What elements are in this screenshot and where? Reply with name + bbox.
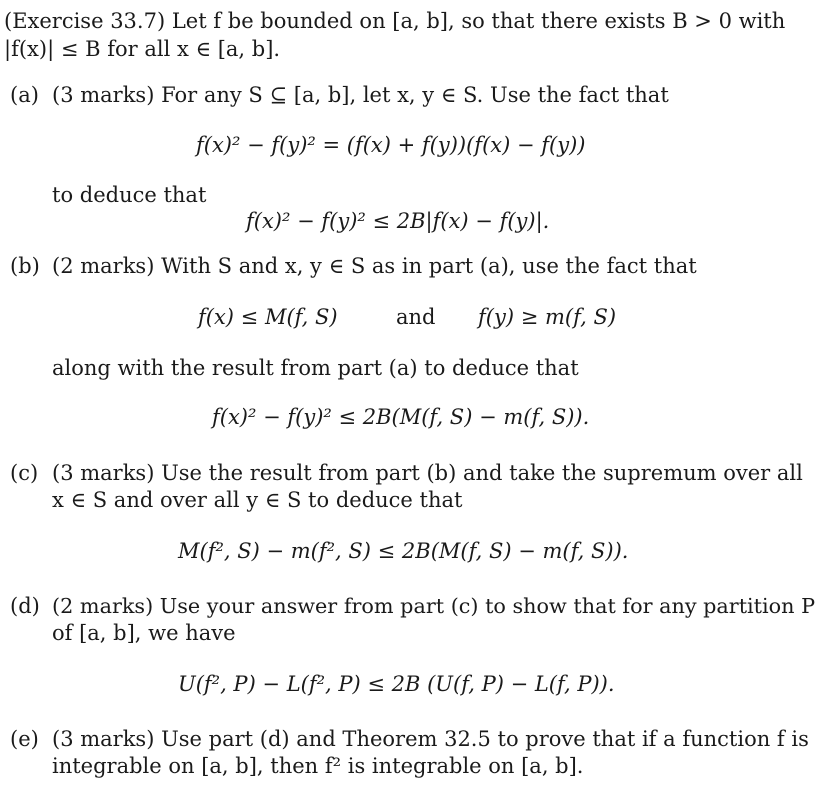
part-d-label: (d)	[10, 594, 40, 618]
part-a-equation-2: f(x)² − f(y)² ≤ 2B|f(x) − f(y)|.	[246, 209, 550, 233]
part-d-line-1: (2 marks) Use your answer from part (c) to show that for any partition P	[52, 594, 816, 618]
part-c-equation-1: M(f², S) − m(f², S) ≤ 2B(M(f, S) − m(f, S)).	[178, 539, 629, 563]
part-b-line-2: along with the result from part (a) to deduce that	[52, 356, 579, 380]
part-e-label: (e)	[10, 727, 39, 751]
part-b-equation-and: and	[396, 305, 436, 329]
part-b-equation-2: f(x)² − f(y)² ≤ 2B(M(f, S) − m(f, S)).	[212, 405, 590, 429]
part-c-line-1: (3 marks) Use the result from part (b) and take the supremum over all	[52, 461, 803, 485]
part-b-line-1: (2 marks) With S and x, y ∈ S as in part (a), use the fact that	[52, 254, 697, 278]
part-b-equation-left: f(x) ≤ M(f, S)	[198, 305, 338, 329]
part-b-label: (b)	[10, 254, 40, 278]
part-a-line-2: to deduce that	[52, 183, 207, 207]
intro-line-2: |f(x)| ≤ B for all x ∈ [a, b].	[4, 37, 281, 61]
part-c-line-2: x ∈ S and over all y ∈ S to deduce that	[52, 488, 463, 512]
part-a-equation-1: f(x)² − f(y)² = (f(x) + f(y))(f(x) − f(y))	[196, 133, 586, 157]
intro-line-1: (Exercise 33.7) Let f be bounded on [a, b], so that there exists B > 0 with	[4, 9, 786, 33]
part-b-equation-right: f(y) ≥ m(f, S)	[478, 305, 617, 329]
part-a-label: (a)	[10, 83, 39, 107]
part-d-equation-1: U(f², P) − L(f², P) ≤ 2B (U(f, P) − L(f, P)).	[178, 672, 615, 696]
part-e-line-2: integrable on [a, b], then f² is integrable on [a, b].	[52, 754, 584, 778]
part-a-line-1: (3 marks) For any S ⊆ [a, b], let x, y ∈ S. Use the fact that	[52, 83, 669, 107]
part-e-line-1: (3 marks) Use part (d) and Theorem 32.5 to prove that if a function f is	[52, 727, 809, 751]
part-c-label: (c)	[10, 461, 39, 485]
part-d-line-2: of [a, b], we have	[52, 621, 236, 645]
